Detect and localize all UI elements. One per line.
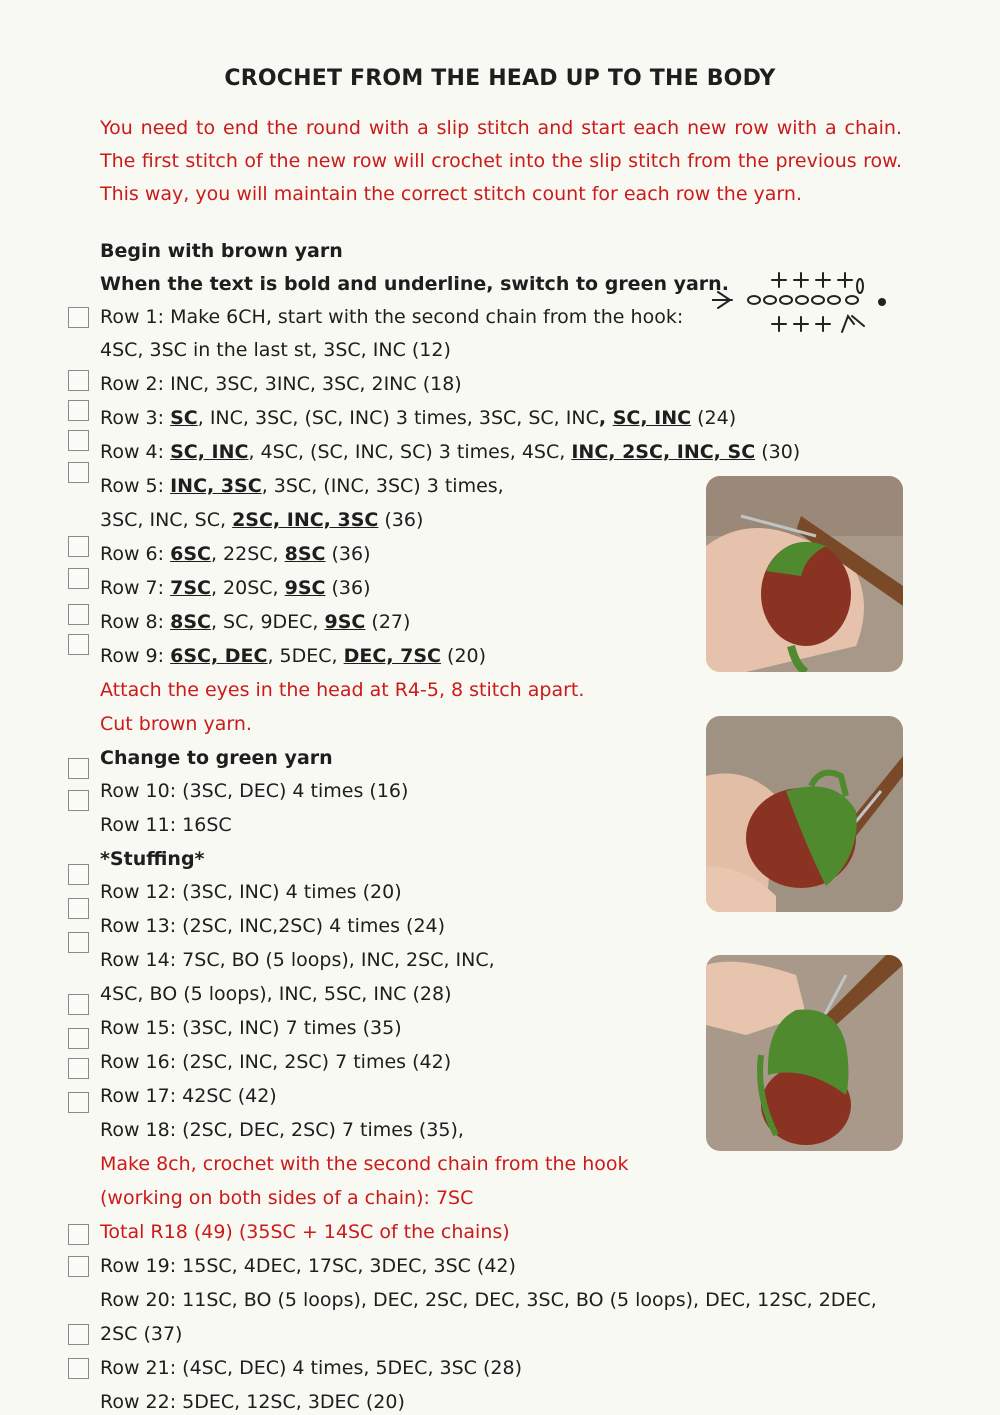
change-heading: Change to green yarn [100,747,333,769]
checkbox-row-16[interactable] [68,1028,89,1049]
row-22: Row 22: 5DEC, 12SC, 3DEC (20) [100,1391,405,1413]
checkbox-row-18[interactable] [68,1092,89,1113]
row-11: Row 11: 16SC [100,814,232,836]
row-14-line-1: Row 14: 7SC, BO (5 loops), INC, 2SC, INC, [100,949,495,971]
checkbox-row-15[interactable] [68,994,89,1015]
row-16: Row 16: (2SC, INC, 2SC) 7 times (42) [100,1051,452,1073]
row-5-line-1: Row 5: INC, 3SC, 3SC, (INC, 3SC) 3 times, [100,475,504,497]
row-8: Row 8: 8SC, SC, 9DEC, 9SC (27) [100,611,411,633]
row-18: Row 18: (2SC, DEC, 2SC) 7 times (35), [100,1119,464,1141]
row-20-line-1: Row 20: 11SC, BO (5 loops), DEC, 2SC, DEC, 3SC, BO (5 loops), DEC, 12SC, 2DEC, [100,1289,877,1311]
row-15: Row 15: (3SC, INC) 7 times (35) [100,1017,402,1039]
row-7: Row 7: 7SC, 20SC, 9SC (36) [100,577,371,599]
checkbox-row-3[interactable] [68,400,89,421]
checkbox-row-8[interactable] [68,604,89,625]
checkbox-row-11[interactable] [68,790,89,811]
checkbox-row-7[interactable] [68,568,89,589]
intro-paragraph: You need to end the round with a slip stitch and start each new row with a chain. The first stitch of the new row will crochet into the slip stitch from the previous row. This way, you will maintain the correct stitch count for each row the yarn. [100,117,902,205]
row-17: Row 17: 42SC (42) [100,1085,277,1107]
row-20-line-2: 2SC (37) [100,1323,183,1345]
row-1-line-2: 4SC, 3SC in the last st, 3SC, INC (12) [100,339,451,361]
row-18-total: Total R18 (49) (35SC + 14SC of the chains) [100,1221,510,1243]
row-2: Row 2: INC, 3SC, 3INC, 3SC, 2INC (18) [100,373,462,395]
cut-note: Cut brown yarn. [100,713,252,735]
row-19: Row 19: 15SC, 4DEC, 17SC, 3DEC, 3SC (42) [100,1255,516,1277]
stuffing-heading: *Stuffing* [100,848,205,870]
photo-green-rounds [706,716,903,912]
row-9: Row 9: 6SC, DEC, 5DEC, DEC, 7SC (20) [100,645,487,667]
checkbox-row-21[interactable] [68,1358,89,1379]
checkbox-row-9[interactable] [68,634,89,655]
stitch-diagram-icon [712,262,892,342]
checkbox-row-12[interactable] [68,864,89,885]
checkbox-row-14[interactable] [68,932,89,953]
checkbox-row-5[interactable] [68,462,89,483]
checkbox-row-13[interactable] [68,898,89,919]
begin-heading: Begin with brown yarn [100,240,343,262]
row-3: Row 3: SC, INC, 3SC, (SC, INC) 3 times, 3SC, SC, INC, SC, INC (24) [100,407,737,429]
row-18-chain-sc: (working on both sides of a chain): 7SC [100,1187,474,1209]
eyes-note: Attach the eyes in the head at R4-5, 8 stitch apart. [100,679,585,701]
row-5-line-2: 3SC, INC, SC, 2SC, INC, 3SC (36) [100,509,424,531]
row-1-line-1: Row 1: Make 6CH, start with the second chain from the hook: [100,306,684,328]
photo-head-with-green-start [706,476,903,672]
row-12: Row 12: (3SC, INC) 4 times (20) [100,881,402,903]
row-10: Row 10: (3SC, DEC) 4 times (16) [100,780,409,802]
checkbox-row-10[interactable] [68,758,89,779]
checkbox-row-17[interactable] [68,1058,89,1079]
bold-note: When the text is bold and underline, switch to green yarn. [100,273,729,295]
checkbox-row-6[interactable] [68,536,89,557]
row-4: Row 4: SC, INC, 4SC, (SC, INC, SC) 3 times, 4SC, INC, 2SC, INC, SC (30) [100,441,801,463]
page-title: CROCHET FROM THE HEAD UP TO THE BODY [224,66,776,91]
photo-body-progress [706,955,903,1151]
checkbox-row-19[interactable] [68,1256,89,1277]
row-18-chain-note: Make 8ch, crochet with the second chain from the hook [100,1153,629,1175]
row-13: Row 13: (2SC, INC,2SC) 4 times (24) [100,915,446,937]
checkbox-row-4[interactable] [68,430,89,451]
row-14-line-2: 4SC, BO (5 loops), INC, 5SC, INC (28) [100,983,452,1005]
checkbox-row-1[interactable] [68,307,89,328]
checkbox-row-18-total[interactable] [68,1224,89,1245]
checkbox-row-20[interactable] [68,1324,89,1345]
checkbox-row-2[interactable] [68,370,89,391]
row-6: Row 6: 6SC, 22SC, 8SC (36) [100,543,371,565]
row-21: Row 21: (4SC, DEC) 4 times, 5DEC, 3SC (28) [100,1357,522,1379]
